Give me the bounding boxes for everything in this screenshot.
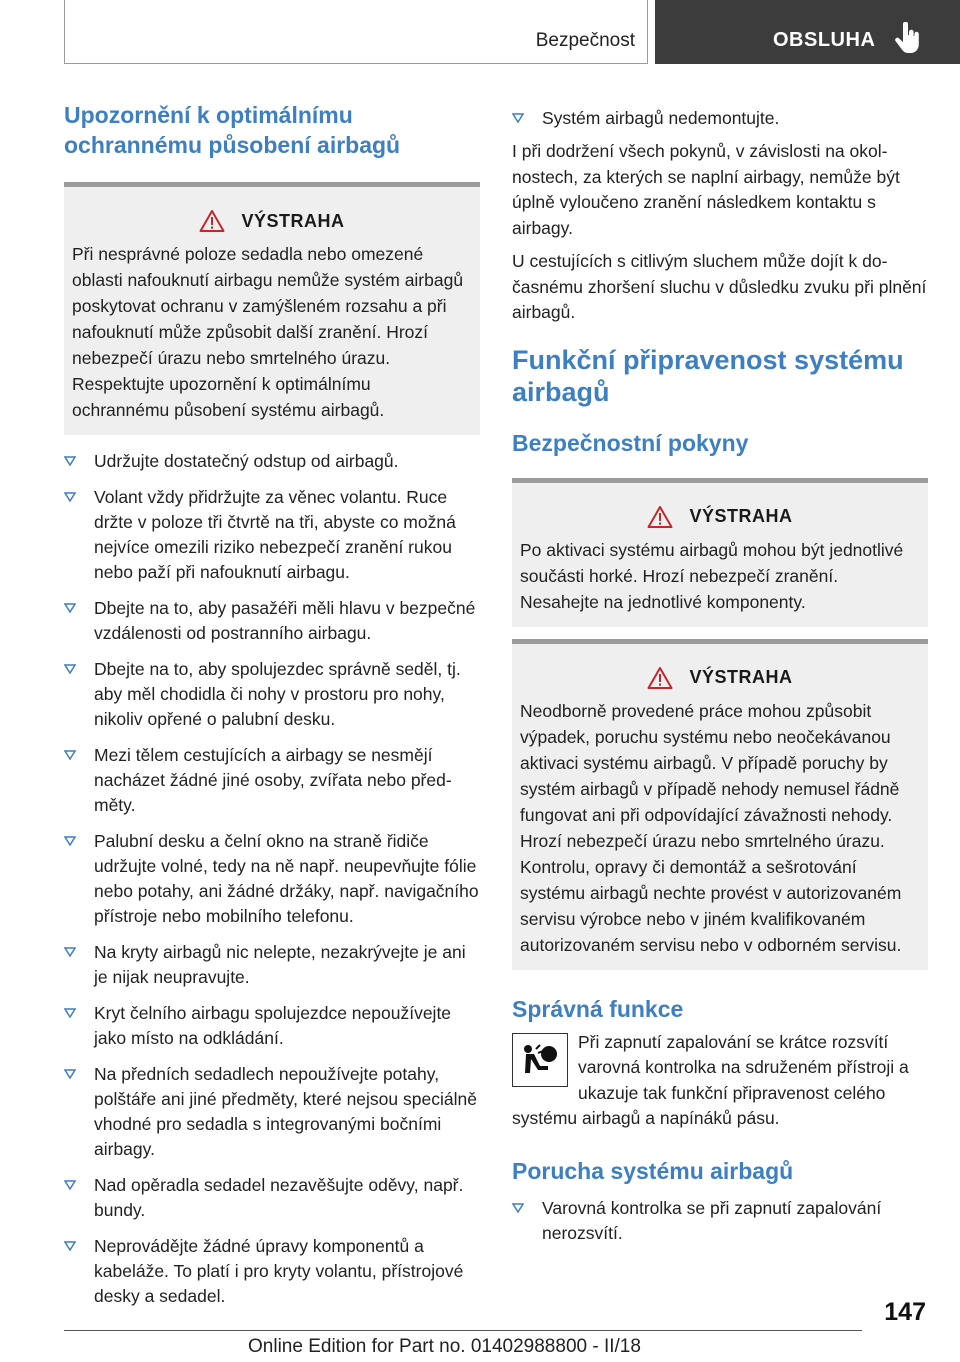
right-bullet-list-bottom <box>512 1196 928 1246</box>
warning-title-row <box>520 505 920 529</box>
list-item <box>64 449 480 474</box>
header-section-box <box>64 0 648 64</box>
list-item <box>64 940 480 990</box>
warning-triangle-icon <box>647 505 673 529</box>
list-item-text: Palubní desku a čelní okno na straně řidiče udržujte volné, tedy na ně např. neupevňujte fólie nebo potahy, ani žádné držáky, např. navigačního přístroje nebo mobilního telefonu. <box>94 831 479 926</box>
list-item-text: Kryt čelního airbagu spolujezdce nepoužívejte jako místo na odkládání. <box>94 1003 452 1048</box>
left-heading: Upozornění k optimálnímu ochrannému působení airbagů <box>64 102 401 158</box>
list-item-text: Neprovádějte žádné úpravy komponentů a kabeláže. To platí i pro kryty volantu, přístrojové desky a sedadel. <box>94 1236 464 1306</box>
warning-box-right-1 <box>512 478 928 627</box>
bullet-triangle-icon <box>64 947 76 957</box>
page-number: 147 <box>884 1298 926 1326</box>
bullet-triangle-icon <box>64 750 76 760</box>
warning-triangle-icon <box>647 666 673 690</box>
warning-text: Neodborně provedené práce mohou způsobit výpadek, poruchu systému nebo neočekávanou aktivaci systému airbagů. V případě poruchy by systém airbagů v případě nehody nemusel řádně fungovat ani při odpovídající závažnosti nehody. Hrozí nebezpečí úrazu nebo smrtelného úrazu. Kontrolu, opravy či demontáž a sešrotování systému airbagů nechte provést v autorizovaném servisu výrobce nebo v jiném kvalifikovaném autorizovaném servisu nebo v odborném servisu. <box>520 700 902 955</box>
sub-heading: Porucha systému airbagů <box>512 1157 794 1184</box>
bullet-triangle-icon <box>64 1069 76 1079</box>
warning-title-row <box>72 209 472 233</box>
warning-title: VÝSTRAHA <box>689 506 793 526</box>
warning-title: VÝSTRAHA <box>241 210 345 231</box>
paragraph: I při dodržení všech pokynů, v závislosti na okolnostech, za kterých se naplní airbagy, nemůže být úplně vyloučeno zranění následkem kontaktu s airbagy. <box>512 141 900 238</box>
hand-pointer-icon <box>895 22 921 54</box>
list-item-text: Na kryty airbagů nic nelepte, nezakrývejte je ani je nijak neupravujte. <box>94 942 466 987</box>
right-column <box>512 106 928 1257</box>
chapter-tab[interactable] <box>655 0 960 64</box>
list-item <box>64 657 480 732</box>
airbag-warning-lamp-icon <box>512 1033 568 1087</box>
warning-triangle-icon <box>199 209 225 233</box>
bullet-triangle-icon <box>64 456 76 466</box>
list-item <box>64 596 480 646</box>
list-item <box>64 1001 480 1051</box>
list-item <box>512 1196 928 1246</box>
section-heading: Funkční připravenost systému airbagů <box>512 344 904 407</box>
bullet-triangle-icon <box>64 664 76 674</box>
right-bullet-list-top <box>512 106 928 131</box>
list-item <box>512 106 928 131</box>
list-item-text: Mezi tělem cestujících a airbagy se nesmějí nacházet žádné jiné osoby, zvířata nebo předměty. <box>94 745 452 815</box>
warning-box-left <box>64 182 480 435</box>
indicator-row <box>512 1030 928 1107</box>
bullet-triangle-icon <box>64 836 76 846</box>
warning-title: VÝSTRAHA <box>689 667 793 687</box>
paragraph: Při zapnutí zapalování se krátce rozsvítí varovná kontrolka na sdruženém přístroji a ukazuje tak funkční připravenost celého <box>578 1031 909 1103</box>
warning-title-row <box>520 666 920 690</box>
sub-heading: Bezpečnostní pokyny <box>512 429 749 456</box>
bullet-triangle-icon <box>64 1180 76 1190</box>
bullet-triangle-icon <box>64 492 76 502</box>
list-item-text: Nad opěradla sedadel nezavěšujte oděvy, např. bundy. <box>94 1175 464 1220</box>
list-item-text: Na předních sedadlech nepoužívejte potahy, polštáře ani jiné předměty, které nejsou speciálně vhodné pro sedadla s integrovanými bočními airbagy. <box>94 1064 477 1159</box>
bullet-triangle-icon <box>64 603 76 613</box>
paragraph: U cestujících s citlivým sluchem může dojít k dočasnému zhoršení sluchu v důsledku zvuku při plnění airbagů. <box>512 251 927 322</box>
warning-text: Po aktivaci systému airbagů mohou být jednotlivé součásti horké. Hrozí nebezpečí zranění. Nesahejte na jednotlivé komponenty. <box>520 539 904 612</box>
header-section-title: Bezpečnost <box>535 30 635 51</box>
bullet-triangle-icon <box>512 113 524 123</box>
list-item <box>64 1062 480 1162</box>
list-item <box>64 1234 480 1309</box>
list-item-text: Volant vždy přidržujte za věnec volantu. Ruce držte v poloze tři čtvrtě na tři, abyste co možná nejvíce omezili riziko nebezpečí zranění rukou nebo paží při nafouknutí airbagu. <box>94 487 456 582</box>
list-item-text: Varovná kontrolka se při zapnutí zapalování nerozsvítí. <box>542 1197 882 1243</box>
list-item <box>64 829 480 929</box>
left-column <box>64 100 480 1320</box>
sub-heading: Správná funkce <box>512 995 684 1022</box>
warning-box-right-2 <box>512 639 928 970</box>
chapter-tab-label: OBSLUHA <box>773 29 876 51</box>
left-bullet-list <box>64 449 480 1309</box>
warning-text: Při nesprávné poloze sedadla nebo omezené oblasti nafouknutí airbagu nemůže systém airbagů poskytovat ochranu v zamýšleném rozsahu a při nafouknutí může způsobit další zranění. Hrozí nebezpečí úrazu nebo smrtelného úrazu. Respektujte upozornění k optimálnímu ochrannému působení systému airbagů. <box>72 244 464 420</box>
list-item <box>64 485 480 585</box>
list-item <box>64 1173 480 1223</box>
bullet-triangle-icon <box>512 1203 524 1213</box>
list-item-text: Dbejte na to, aby pasažéři měli hlavu v bezpečné vzdálenosti od postranního airbagu. <box>94 598 476 643</box>
list-item-text: Systém airbagů nedemontujte. <box>542 108 780 128</box>
bullet-triangle-icon <box>64 1008 76 1018</box>
paragraph: systému airbagů a napínáků pásu. <box>512 1108 780 1128</box>
footer-edition: Online Edition for Part no. 01402988800 - II/18 <box>248 1336 641 1357</box>
footer-divider <box>64 1330 862 1331</box>
list-item-text: Dbejte na to, aby spolujezdec správně seděl, tj. aby měl chodidla či nohy v prostoru pro nohy, nikoliv opřené o palubní desku. <box>94 659 461 729</box>
list-item <box>64 743 480 818</box>
bullet-triangle-icon <box>64 1241 76 1251</box>
list-item-text: Udržujte dostatečný odstup od airbagů. <box>94 451 399 471</box>
